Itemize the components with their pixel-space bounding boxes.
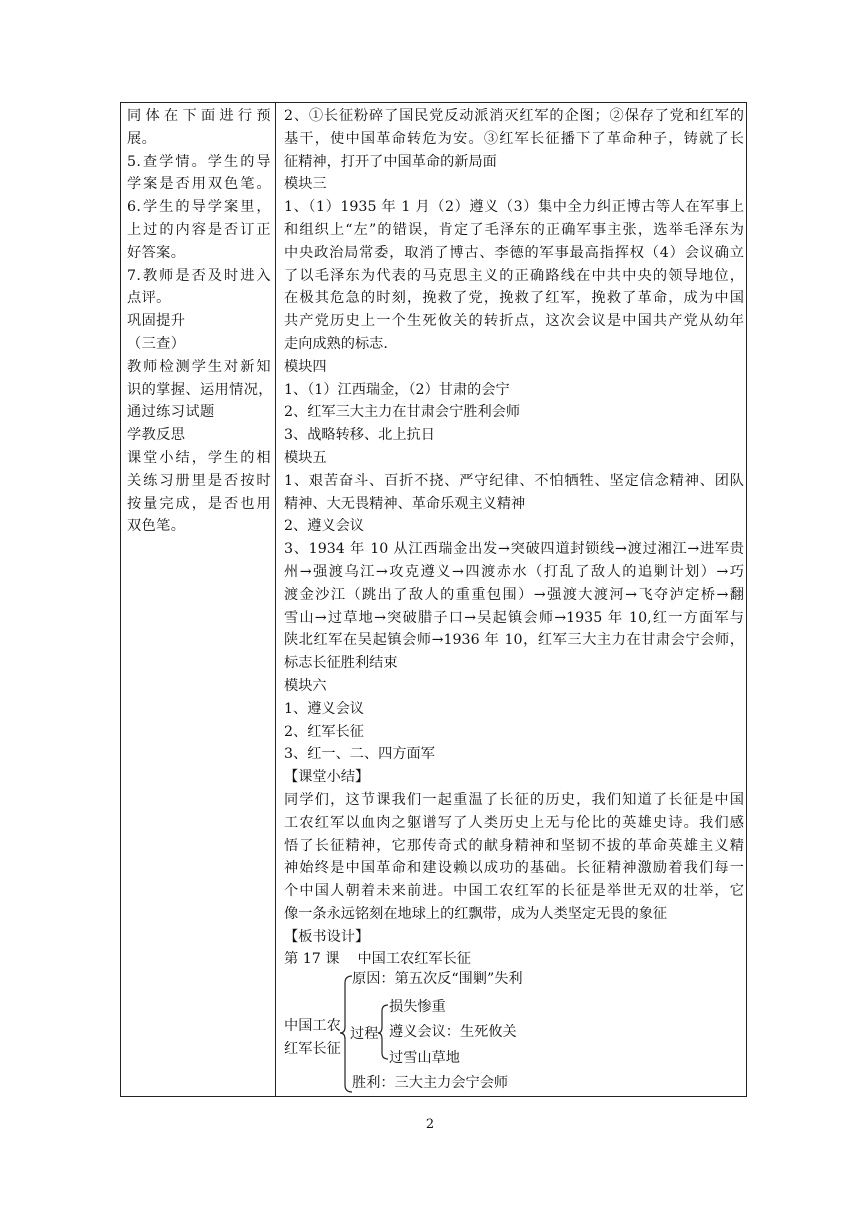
right-line: 2、红军三大主力在甘肃会宁胜利会师 <box>284 404 521 421</box>
diagram-cause: 原因：第五次反“围剿”失利 <box>352 971 523 987</box>
right-line: 3、红一、二、四方面军 <box>284 746 435 763</box>
section-heading: 模块四 <box>284 358 327 375</box>
diagram-process-item: 过雪山草地 <box>389 1050 460 1066</box>
board-diagram <box>284 973 584 1095</box>
left-line: 关练习册里是否按时 <box>127 472 271 489</box>
right-line: 在极其危急的时刻，挽救了党，挽救了红军，挽救了革命，成为中国 <box>284 290 744 307</box>
right-column <box>284 105 744 971</box>
right-line: 精神、大无畏精神、革命乐观主义精神 <box>284 495 526 512</box>
right-line: 神始终是中国革命和建设赖以成功的基础。长征精神激励着我们每一 <box>284 860 744 877</box>
left-line: 按量完成，是否也用 <box>127 495 271 512</box>
right-line: 雪山→过草地→突破腊子口→吴起镇会师→1935 年 10,红一方面军与 <box>284 609 744 626</box>
left-line: 学案是否用双色笔。 <box>127 176 271 193</box>
right-line: 2、①长征粉碎了国民党反动派消灭红军的企图；②保存了党和红军的 <box>284 108 744 124</box>
right-line: 同学们，这节课我们一起重温了长征的历史，我们知道了长征是中国 <box>284 791 744 808</box>
diagram-process: 过程 <box>350 1026 379 1042</box>
left-line: 好答案。 <box>127 244 186 261</box>
right-line: 走向成熟的标志. <box>284 335 388 352</box>
left-line: 课堂小结，学生的相 <box>127 449 271 466</box>
right-line: 3、1934 年 10 从江西瑞金出发→突破四道封锁线→渡过湘江→进军贵 <box>284 541 744 558</box>
right-line: 和组织上“左”的错误，肯定了毛泽东的正确军事主张，选举毛泽东为 <box>284 221 744 238</box>
page-number: 2 <box>425 1117 435 1132</box>
right-line: 渡金沙江（跳出了敌人的重重包围）→强渡大渡河→飞夺泸定桥→翻 <box>284 586 744 603</box>
diagram-root-line1: 中国工农 <box>284 1018 341 1034</box>
right-line: 2、遵义会议 <box>284 518 364 535</box>
left-line: 通过练习试题 <box>127 404 215 421</box>
section-heading: 模块三 <box>284 176 327 193</box>
left-line: 巩固提升 <box>127 313 186 330</box>
right-line: 州→强渡乌江→攻克遵义→四渡赤水（打乱了敌人的追剿计划）→巧 <box>284 563 744 580</box>
diagram-process-item: 遵义会议：生死攸关 <box>389 1024 517 1040</box>
right-line: 像一条永远铭刻在地球上的红飘带，成为人类坚定无畏的象征 <box>284 905 668 922</box>
right-line: 共产党历史上一个生死攸关的转折点，这次会议是中国共产党从幼年 <box>284 313 744 330</box>
section-heading: 模块五 <box>284 449 327 466</box>
left-line: 展。 <box>127 130 157 147</box>
right-line: 中央政治局常委，取消了博古、李德的军事最高指挥权（4）会议确立 <box>284 244 744 261</box>
column-divider <box>275 103 276 1096</box>
right-line: 陕北红军在吴起镇会师→1936 年 10，红军三大主力在甘肃会宁会师， <box>284 632 744 649</box>
left-line: 学教反思 <box>127 427 186 444</box>
diagram-root-line2: 红军长征 <box>284 1041 341 1057</box>
section-heading: 【板书设计】 <box>284 928 370 945</box>
right-line: 1、（1）江西瑞金，（2）甘肃的会宁 <box>284 381 510 398</box>
lesson-title: 第 17 课 中国工农红军长征 <box>284 951 471 968</box>
right-line: 了以毛泽东为代表的马克思主义的正确路线在中共中央的领导地位， <box>284 267 744 284</box>
left-line: 双色笔。 <box>127 518 186 535</box>
section-heading: 模块六 <box>284 677 327 694</box>
right-line: 工农红军以血肉之躯谱写了人类历史上无与伦比的英雄史诗。我们感 <box>284 814 744 831</box>
right-line: 1、（1）1935 年 1 月（2）遵义（3）集中全力纠正博古等人在军事上 <box>284 199 744 216</box>
right-line: 征精神，打开了中国革命的新局面 <box>284 153 497 170</box>
right-line: 悟了长征精神，它那传奇式的献身精神和坚韧不拔的革命英雄主义精 <box>284 837 744 854</box>
section-heading: 【课堂小结】 <box>284 769 370 786</box>
lesson-plan-table <box>120 102 747 1097</box>
left-line: 同体在下面进行预 <box>127 108 271 124</box>
left-line: 教师检测学生对新知 <box>127 358 271 375</box>
left-column <box>127 105 271 538</box>
left-line: （三查） <box>127 335 186 352</box>
right-line: 个中国人朝着未来前进。中国工农红军的长征是举世无双的壮举，它 <box>284 883 744 900</box>
right-line: 1、艰苦奋斗、百折不挠、严守纪律、不怕牺牲、坚定信念精神、团队 <box>284 472 744 489</box>
left-line: 上过的内容是否订正 <box>127 221 271 238</box>
right-line: 3、战略转移、北上抗日 <box>284 427 435 444</box>
right-line: 标志长征胜利结束 <box>284 655 398 672</box>
right-line: 1、遵义会议 <box>284 700 364 717</box>
left-line: 5.查学情。学生的导 <box>127 153 271 170</box>
right-line: 基干，使中国革命转危为安。③红军长征播下了革命种子，铸就了长 <box>284 130 744 147</box>
left-line: 6.学生的导学案里， <box>127 199 271 216</box>
diagram-process-item: 损失惨重 <box>389 999 446 1015</box>
left-line: 点评。 <box>127 290 171 307</box>
left-line: 7.教师是否及时进入 <box>127 267 271 284</box>
left-line: 识的掌握、运用情况， <box>127 381 273 398</box>
right-line: 2、红军长征 <box>284 723 364 740</box>
diagram-victory: 胜利：三大主力会宁会师 <box>352 1075 509 1091</box>
